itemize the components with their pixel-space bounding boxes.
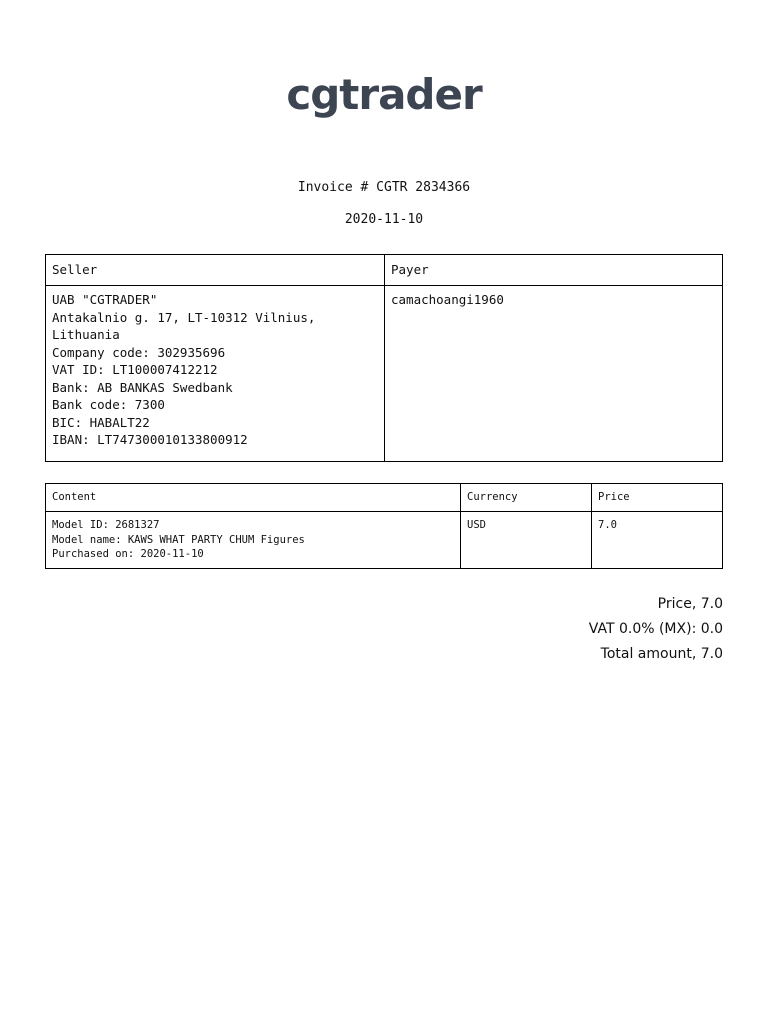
seller-header: Seller — [46, 255, 385, 286]
invoice-number: Invoice # CGTR 2834366 — [297, 180, 471, 195]
total-price: Price, 7.0 — [657, 596, 723, 612]
total-amount: Total amount, 7.0 — [600, 646, 723, 662]
invoice-date: 2020-11-10 — [344, 212, 424, 227]
total-vat: VAT 0.0% (MX): 0.0 — [588, 621, 723, 637]
item-content — [46, 512, 461, 569]
model-name: Model name: KAWS WHAT PARTY CHUM Figures — [52, 533, 305, 546]
seller-line: IBAN: LT747300010133800912 — [52, 432, 248, 447]
seller-line: Antakalnio g. 17, LT-10312 Vilnius, — [52, 309, 316, 325]
seller-line: VAT ID: LT100007412212 — [52, 362, 218, 377]
seller-line: BIC: HABALT22 — [52, 414, 150, 430]
currency-header: Currency — [461, 484, 592, 512]
seller-details — [46, 286, 385, 462]
parties-table — [45, 254, 723, 462]
totals-block — [589, 592, 723, 667]
table-row — [46, 512, 723, 569]
cgtrader-logo: cgtrader — [286, 70, 482, 119]
content-header: Content — [46, 484, 461, 512]
payer-name: camachoangi1960 — [391, 292, 504, 307]
payer-header: Payer — [385, 255, 723, 286]
payer-details — [385, 286, 723, 462]
item-price: 7.0 — [592, 512, 723, 569]
items-table — [45, 483, 723, 569]
purchase-date: Purchased on: 2020-11-10 — [52, 548, 204, 560]
seller-line: Lithuania — [52, 327, 120, 342]
seller-line: Bank code: 7300 — [52, 397, 165, 412]
model-id: Model ID: 2681327 — [52, 519, 160, 531]
seller-line: Company code: 302935696 — [52, 344, 226, 360]
seller-line: Bank: AB BANKAS Swedbank — [52, 379, 233, 395]
price-header: Price — [592, 484, 723, 512]
item-currency: USD — [461, 512, 592, 569]
seller-line: UAB "CGTRADER" — [52, 292, 158, 307]
